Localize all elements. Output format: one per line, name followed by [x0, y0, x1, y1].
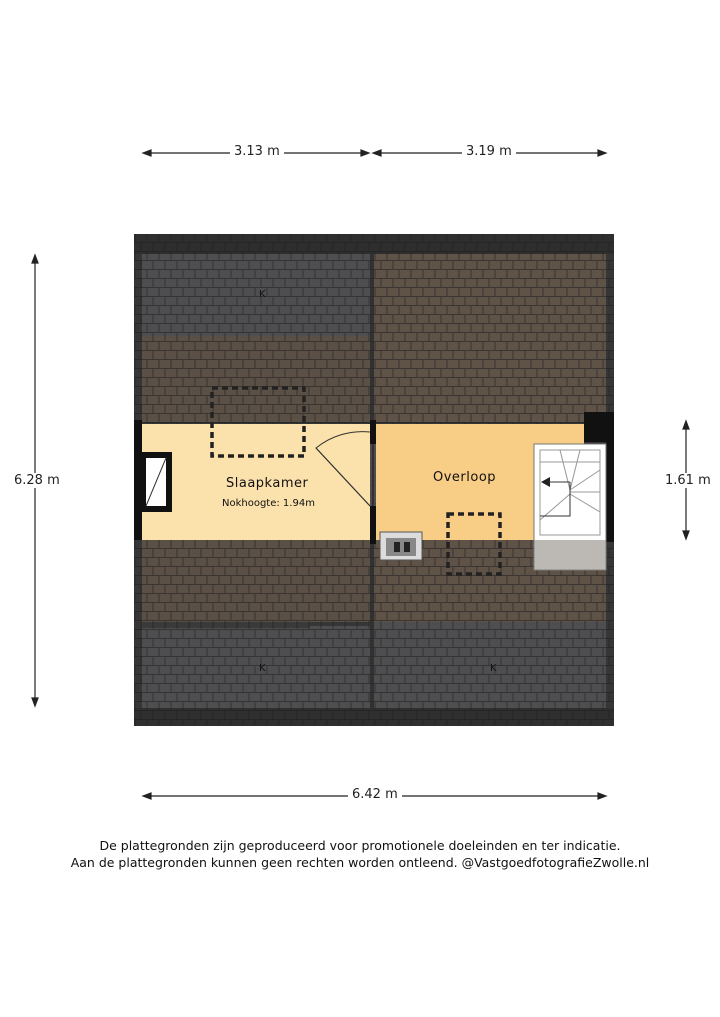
dim-top-left: 3.13 m — [230, 144, 284, 159]
wall-partition-bottom — [370, 506, 376, 544]
dim-left-total: 6.28 m — [10, 473, 64, 488]
wall-partition-top — [370, 420, 376, 444]
roof-marker: K — [259, 663, 266, 674]
dim-bottom-total: 6.42 m — [348, 787, 402, 802]
dim-right-section: 1.61 m — [661, 473, 715, 488]
roof-marker: K — [490, 663, 497, 674]
roof-marker: K — [259, 289, 266, 300]
wall-left — [134, 420, 142, 540]
room-label-landing: Overloop — [433, 470, 497, 485]
staircase — [534, 444, 606, 570]
disclaimer — [0, 837, 720, 871]
room-label-bedroom: Slaapkamer — [226, 476, 309, 491]
dim-top-right: 3.19 m — [462, 144, 516, 159]
washbasin — [380, 532, 422, 560]
disclaimer-line-2: Aan de plattegronden kunnen geen rechten worden ontleend. @VastgoedfotografieZwolle.nl — [70, 855, 650, 870]
disclaimer-line-1: De plattegronden zijn geproduceerd voor promotionele doeleinden en ter indicatie. — [99, 838, 621, 853]
room-note-bedroom: Nokhoogte: 1.94m — [222, 498, 315, 509]
